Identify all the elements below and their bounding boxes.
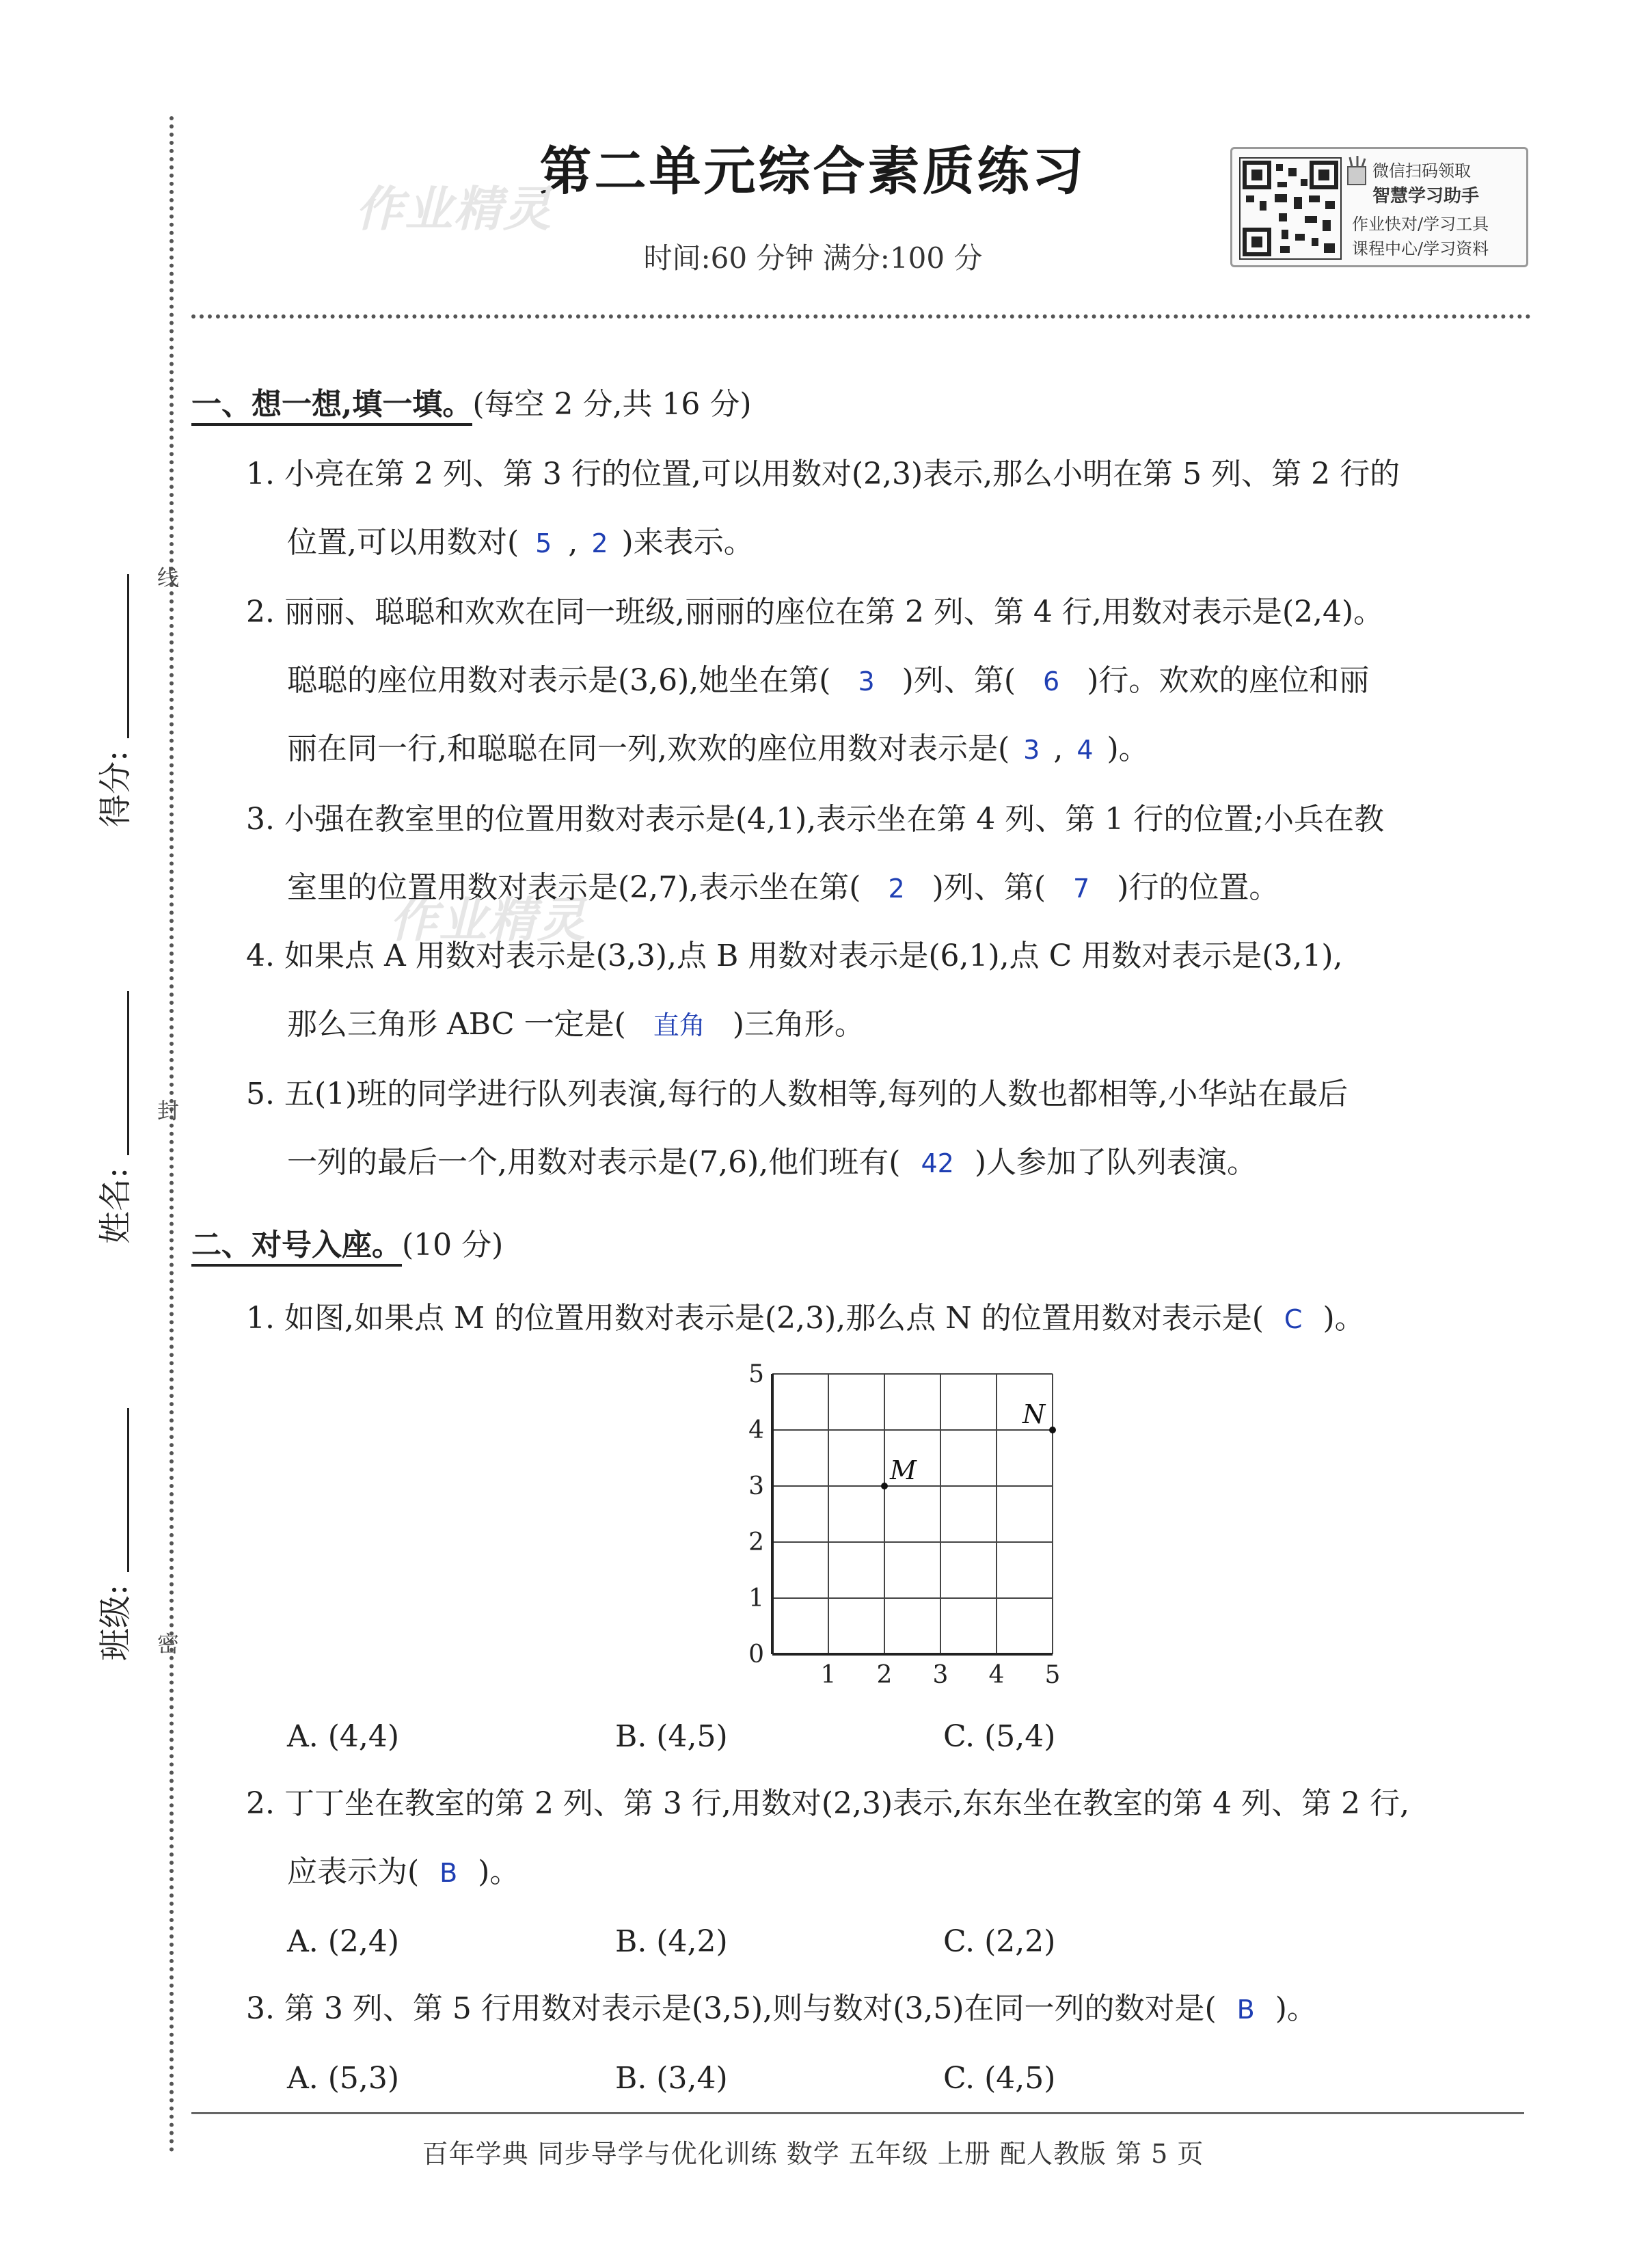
s1-q2-sep: , xyxy=(1053,731,1063,766)
s1-q3-text-a: 室里的位置用数对表示是(2,7),表示坐在第( xyxy=(287,870,861,905)
s2-q2-line1: 2. 丁丁坐在教室的第 2 列、第 3 行,用数对(2,3)表示,东东坐在教室的第 4 列、第 2 行, xyxy=(246,1786,1410,1821)
header-dotted-divider xyxy=(191,314,1531,319)
pencil-cup-icon xyxy=(1345,156,1368,186)
s1-q3-line2 xyxy=(287,872,1279,905)
name-field xyxy=(89,984,137,1244)
x-tick-label: 2 xyxy=(876,1661,893,1689)
s2-q2-text-b: )。 xyxy=(478,1854,520,1889)
section1-title: 、想一想,填一填。 xyxy=(221,379,472,426)
s1-q4-text-b: )三角形。 xyxy=(732,1007,865,1042)
cut-mark-line: 线 xyxy=(157,565,180,591)
s1-q4-line1: 4. 如果点 A 用数对表示是(3,3),点 B 用数对表示是(6,1),点 C 用数对表示是(3,1), xyxy=(246,939,1343,973)
y-tick-label: 2 xyxy=(748,1528,764,1556)
s2-q2-option-a[interactable]: A. (2,4) xyxy=(287,1924,400,1959)
s1-q2-answer-1[interactable]: 3 xyxy=(858,666,875,697)
class-label: 班级: xyxy=(96,1584,135,1661)
s1-q5-line1: 5. 五(1)班的同学进行队列表演,每行的人数相等,每列的人数也都相等,小华站在最后 xyxy=(246,1077,1349,1111)
section2-score: (10 分) xyxy=(402,1228,504,1263)
name-blank[interactable] xyxy=(127,991,129,1155)
x-tick-label: 5 xyxy=(1044,1661,1061,1689)
binding-dotted-line xyxy=(170,116,174,2153)
s1-q3-answer-1[interactable]: 2 xyxy=(888,874,905,904)
s2-q3-answer[interactable]: B xyxy=(1236,1995,1255,2025)
s1-q1-answer-2[interactable]: 2 xyxy=(591,528,608,558)
s2-q3-end: )。 xyxy=(1275,1991,1317,2026)
coordinate-grid xyxy=(738,1353,1080,1695)
s1-q1-sep: , xyxy=(568,525,578,560)
s1-q4-line2 xyxy=(287,1008,865,1042)
s1-q2-text-a: 聪聪的座位用数对表示是(3,6),她坐在第( xyxy=(287,663,831,698)
s2-q1-line xyxy=(246,1302,1365,1336)
y-tick-label: 1 xyxy=(748,1584,764,1612)
y-tick-label: 5 xyxy=(748,1360,764,1388)
s1-q2-answer-2[interactable]: 6 xyxy=(1043,666,1060,697)
s1-q2-answer-4[interactable]: 4 xyxy=(1076,735,1094,765)
x-tick-label: 4 xyxy=(988,1661,1005,1689)
cut-mark-seal: 封 xyxy=(157,1098,180,1124)
footer-rule xyxy=(191,2112,1524,2114)
s1-q1-text-a: 位置,可以用数对( xyxy=(287,525,519,560)
s2-q1-option-a[interactable]: A. (4,4) xyxy=(287,1719,400,1754)
section2-number: 二 xyxy=(191,1220,221,1267)
score-label: 得分: xyxy=(96,750,135,827)
s2-q2-text-a: 应表示为( xyxy=(287,1854,420,1889)
s2-q2-option-c[interactable]: C. (2,2) xyxy=(943,1924,1056,1959)
s1-q2-text-e: )。 xyxy=(1107,731,1149,766)
qr-panel xyxy=(1230,147,1528,267)
point-n xyxy=(1049,1427,1056,1433)
s1-q4-text-a: 那么三角形 ABC 一定是( xyxy=(287,1007,626,1042)
s2-q1-end: )。 xyxy=(1323,1301,1365,1336)
page-footer: 百年学典 同步导学与优化训练 数学 五年级 上册 配人教版 第 5 页 xyxy=(422,2139,1204,2169)
score-blank[interactable] xyxy=(127,574,129,738)
s1-q5-text-b: )人参加了队列表演。 xyxy=(974,1145,1257,1180)
class-field xyxy=(89,1401,137,1661)
section1-number: 一 xyxy=(191,379,221,426)
y-tick-label: 0 xyxy=(748,1641,764,1669)
s2-q1-text: 1. 如图,如果点 M 的位置用数对表示是(2,3),那么点 N 的位置用数对表示是( xyxy=(246,1301,1264,1336)
s1-q3-line1: 3. 小强在教室里的位置用数对表示是(4,1),表示坐在第 4 列、第 1 行的位置;小兵在教 xyxy=(246,802,1385,837)
class-blank[interactable] xyxy=(127,1408,129,1572)
s2-q2-line2 xyxy=(287,1856,519,1889)
x-tick-label: 3 xyxy=(932,1661,949,1689)
time-score-info: 时间:60 分钟 满分:100 分 xyxy=(643,241,983,275)
s1-q1-line2 xyxy=(287,526,754,560)
cut-mark-secret: 密 xyxy=(157,1631,180,1657)
qr-text-1: 微信扫码领取 xyxy=(1372,161,1471,180)
point-label-m: M xyxy=(890,1455,917,1485)
s2-q2-answer[interactable]: B xyxy=(439,1858,458,1888)
page-title: 第二单元综合素质练习 xyxy=(539,141,1087,202)
y-tick-label: 4 xyxy=(748,1416,764,1444)
s1-q4-answer[interactable]: 直角 xyxy=(653,1010,705,1040)
qr-text-4: 课程中心/学习资料 xyxy=(1352,239,1489,258)
point-m xyxy=(881,1483,888,1489)
s2-q3-option-a[interactable]: A. (5,3) xyxy=(287,2061,400,2096)
x-tick-label: 1 xyxy=(820,1661,837,1689)
section1-score: (每空 2 分,共 16 分) xyxy=(472,387,752,422)
qr-code-icon[interactable] xyxy=(1239,157,1342,260)
s1-q2-line2 xyxy=(287,664,1369,698)
s1-q2-line3 xyxy=(287,733,1149,766)
s1-q3-text-c: )行的位置。 xyxy=(1117,870,1279,905)
section2-heading xyxy=(191,1220,503,1267)
qr-text-2: 智慧学习助手 xyxy=(1372,186,1480,206)
s1-q3-answer-2[interactable]: 7 xyxy=(1073,874,1090,904)
s1-q2-text-b: )列、第( xyxy=(902,663,1016,698)
s2-q1-option-b[interactable]: B. (4,5) xyxy=(615,1719,728,1754)
s1-q1-text-b: )来表示。 xyxy=(621,525,754,560)
point-label-n: N xyxy=(1022,1399,1046,1429)
s1-q1-answer-1[interactable]: 5 xyxy=(535,528,552,558)
s1-q5-answer[interactable]: 42 xyxy=(921,1148,954,1178)
s1-q2-text-d: 丽在同一行,和聪聪在同一列,欢欢的座位用数对表示是( xyxy=(287,731,1010,766)
watermark-top: 作业精灵 xyxy=(355,180,552,237)
s1-q2-answer-3[interactable]: 3 xyxy=(1023,735,1040,765)
s2-q1-answer[interactable]: C xyxy=(1284,1304,1303,1334)
s1-q1-line1: 1. 小亮在第 2 列、第 3 行的位置,可以用数对(2,3)表示,那么小明在第 5 列、第 2 行的 xyxy=(246,457,1400,491)
s1-q2-text-c: )行。欢欢的座位和丽 xyxy=(1087,663,1370,698)
s1-q5-line2 xyxy=(287,1146,1257,1180)
qr-text-3: 作业快对/学习工具 xyxy=(1352,215,1489,234)
name-label: 姓名: xyxy=(96,1167,135,1244)
s2-q3-option-b[interactable]: B. (3,4) xyxy=(615,2061,728,2096)
s2-q2-option-b[interactable]: B. (4,2) xyxy=(615,1924,728,1959)
s2-q1-option-c[interactable]: C. (5,4) xyxy=(943,1719,1056,1754)
s2-q3-option-c[interactable]: C. (4,5) xyxy=(943,2061,1056,2096)
watermark-middle: 作业精灵 xyxy=(390,891,586,948)
s1-q5-text-a: 一列的最后一个,用数对表示是(7,6),他们班有( xyxy=(287,1145,901,1180)
section1-heading xyxy=(191,379,752,426)
s1-q3-text-b: )列、第( xyxy=(932,870,1046,905)
s2-q3-text: 3. 第 3 列、第 5 行用数对表示是(3,5),则与数对(3,5)在同一列的数对是( xyxy=(246,1991,1217,2026)
y-tick-label: 3 xyxy=(748,1472,764,1500)
score-field xyxy=(89,567,137,827)
s2-q3-line xyxy=(246,1993,1317,2026)
section2-title: 、对号入座。 xyxy=(221,1220,402,1267)
s1-q2-line1: 2. 丽丽、聪聪和欢欢在同一班级,丽丽的座位在第 2 列、第 4 行,用数对表示是(2,4)。 xyxy=(246,595,1384,630)
